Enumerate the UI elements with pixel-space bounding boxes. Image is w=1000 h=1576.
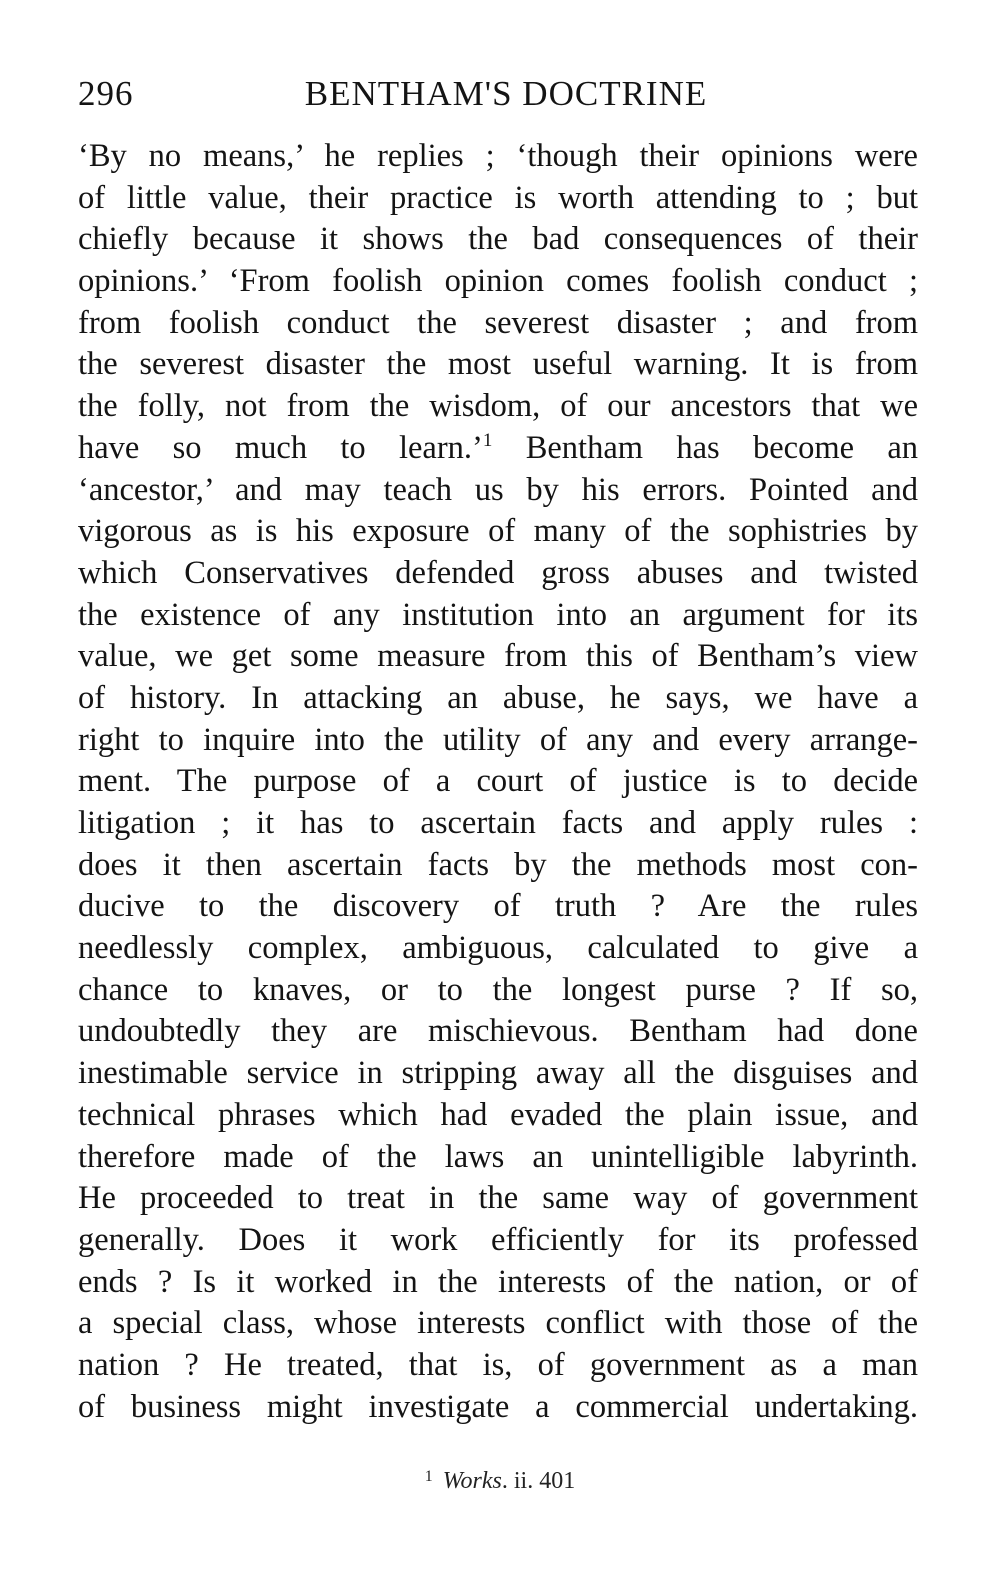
page-number: 296 [78,74,134,113]
text-line: He proceeded to treat in the same way of government [78,1180,918,1217]
text-line: which Conservatives defended gross abuses and twisted [78,554,918,591]
text-line: the folly, not from the wisdom, of our ancestors that we [78,388,918,425]
text-line: ends ? Is it worked in the interests of the nation, or of [78,1263,918,1300]
footnote-number: 1 [424,1468,433,1485]
footnote-reference-text: . ii. 401 [501,1468,576,1494]
text-line: nation ? He treated, that is, of government as a man [78,1346,918,1383]
text-line: does it then ascertain facts by the methods most con- [78,846,918,883]
text-line: a special class, whose interests conflict with those of the [78,1305,918,1342]
text-line: right to inquire into the utility of any and every arrange- [78,721,918,758]
text-segment: Bentham has become an [525,429,918,466]
text-line: vigorous as is his exposure of many of the sophistries by [78,513,918,550]
text-line: opinions.’ ‘From foolish opinion comes foolish conduct ; [78,263,918,300]
text-line: undoubtedly they are mischievous. Bentham had done [78,1013,918,1050]
text-line: ‘ancestor,’ and may teach us by his errors. Pointed and [78,471,918,508]
text-line: inestimable service in stripping away all the disguises and [78,1055,918,1092]
text-line: of business might investigate a commercial undertaking. [78,1388,918,1425]
text-line-with-footnote [78,428,918,470]
text-line: the severest disaster the most useful warning. It is from [78,346,918,383]
text-line: of history. In attacking an abuse, he says, we have a [78,679,918,716]
text-line: chiefly because it shows the bad consequences of their [78,221,918,258]
footnote [0,1462,1000,1496]
text-line: chance to knaves, or to the longest purse ? If so, [78,971,918,1008]
text-line: technical phrases which had evaded the plain issue, and [78,1096,918,1133]
text-line: from foolish conduct the severest disaster ; and from [78,304,918,341]
text-line: needlessly complex, ambiguous, calculated to give a [78,930,918,967]
text-line: of little value, their practice is worth attending to ; but [78,179,918,216]
text-line: therefore made of the laws an unintelligible labyrinth. [78,1138,918,1175]
text-line: ducive to the discovery of truth ? Are the rules [78,888,918,925]
text-line: generally. Does it work efficiently for its professed [78,1221,918,1258]
text-segment: have so much to learn.’ [78,429,483,466]
running-title: BENTHAM'S DOCTRINE [304,74,708,113]
text-line: litigation ; it has to ascertain facts and apply rules : [78,805,918,841]
text-line: value, we get some measure from this of Bentham’s view [78,638,918,675]
footnote-title: Works [442,1468,502,1494]
text-line: ment. The purpose of a court of justice is to decide [78,763,918,800]
text-line: the existence of any institution into an argument for its [78,596,918,633]
text-line: ‘By no means,’ he replies ; ‘though their opinions were [78,138,918,174]
running-head [78,72,918,116]
footnote-reference[interactable]: 1 [482,429,493,451]
body-text [78,136,918,1428]
